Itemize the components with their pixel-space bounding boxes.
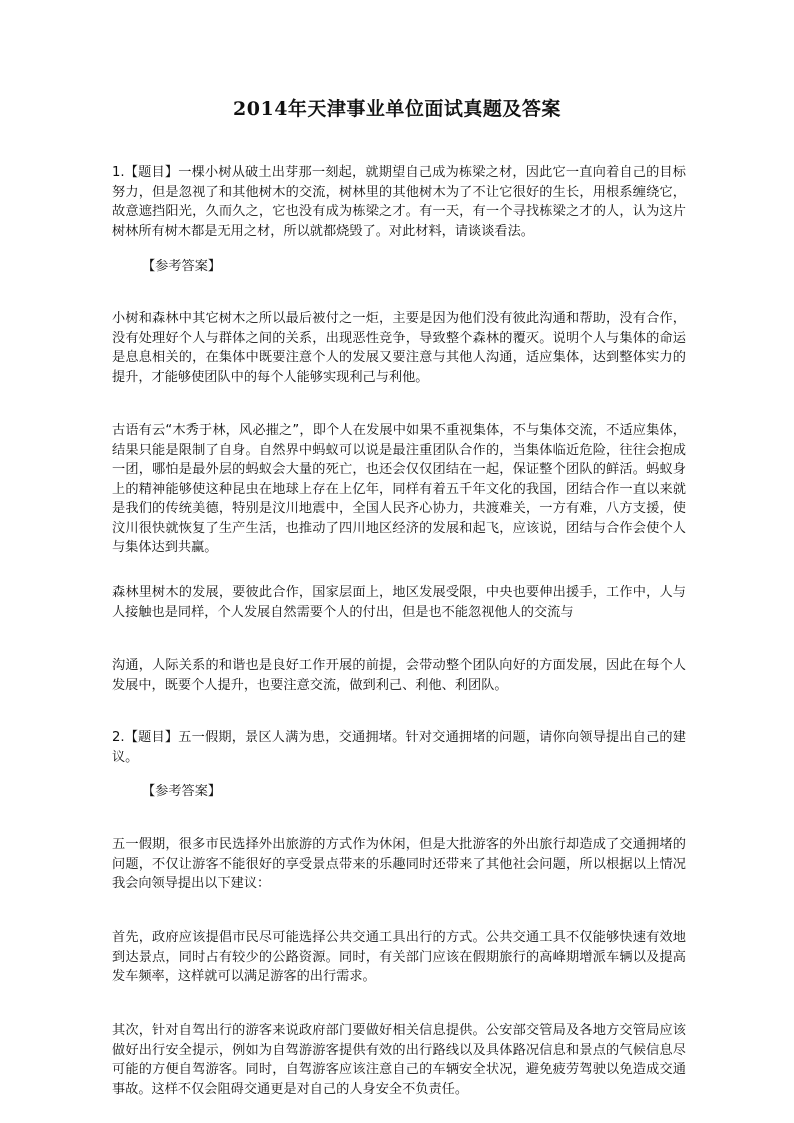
question-1-text: 1.【题目】一棵小树从破土出芽那一刻起，就期望自己成为栋梁之材，因此它一直向着自己的目标努力，但是忽视了和其他树木的交流，树林里的其他树木为了不让它很好的生长，用根系缠绕它，故意遮挡阳光，久而久之，它也没有成为栋梁之才。有一天，有一个寻找栋梁之才的人，认为这片树林所有树木都是无用之材，所以就都烧毁了。对此材料，请谈谈看法。 [112,165,686,239]
question-1-answer-paragraph-2: 古语有云“木秀于林，风必摧之”，即个人在发展中如果不重视集体，不与集体交流，不适应集体，结果只能是限制了自身。自然界中蚂蚁可以说是最注重团队合作的，当集体临近危险，往往会抱成一团，哪怕是最外层的蚂蚁会大量的死亡，也还会仅仅团结在一起，保证整个团队的鲜活。蚂蚁身上的精神能够使这种昆虫在地球上存在上亿年，同样有着五千年文化的我国，团结合作一直以来就是我们的传统美德，特别是汶川地震中，全国人民齐心协力，共渡难关，一方有难，八方支援，使汶川很快就恢复了生产生活，也推动了四川地区经济的发展和起飞，应该说，团结与合作会使个人与集体达到共赢。 [112,423,686,555]
document-title: 2014年天津事业单位面试真题及答案 [233,98,561,120]
question-2-answer-paragraph-3: 其次，针对自驾出行的游客来说政府部门要做好相关信息提供。公安部交管局及各地方交管局应该做好出行安全提示，例如为自驾游游客提供有效的出行路线以及具体路况信息和景点的气候信息尽可能的方便自驾游客。同时，自驾游客应该注意自己的车辆安全状况，避免疲劳驾驶以免造成交通事故。这样不仅会阻碍交通更是对自己的人身安全不负责任。 [112,1023,686,1097]
question-1-answer-label: 【参考答案】 [142,259,222,274]
question-2-answer-paragraph-1: 五一假期，很多市民选择外出旅游的方式作为休闲，但是大批游客的外出旅行却造成了交通拥堵的问题，不仅让游客不能很好的享受景点带来的乐趣同时还带来了其他社会问题，所以根据以上情况我会向领导提出以下建议： [112,837,686,891]
question-1-answer-paragraph-4: 沟通，人际关系的和谐也是良好工作开展的前提，会带动整个团队向好的方面发展，因此在每个人发展中，既要个人提升，也要注意交流，做到利己、利他、利团队。 [112,658,686,693]
question-2-answer-paragraph-2: 首先，政府应该提倡市民尽可能选择公共交通工具出行的方式。公共交通工具不仅能够快速有效地到达景点，同时占有较少的公路资源。同时，有关部门应该在假期旅行的高峰期增派车辆以及提高发车频率，这样就可以满足游客的出行需求。 [112,930,686,984]
question-1-answer-paragraph-3: 森林里树木的发展，要彼此合作，国家层面上，地区发展受限，中央也要伸出援手，工作中，人与人接触也是同样，个人发展自然需要个人的付出，但是也不能忽视他人的交流与 [112,585,686,620]
question-2-answer-label: 【参考答案】 [142,784,222,799]
question-2-text: 2.【题目】五一假期，景区人满为患，交通拥堵。针对交通拥堵的问题，请你向领导提出自己的建议。 [112,730,686,765]
question-1-answer-paragraph-1: 小树和森林中其它树木之所以最后被付之一炬，主要是因为他们没有彼此沟通和帮助，没有合作，没有处理好个人与群体之间的关系，出现恶性竞争，导致整个森林的覆灭。说明个人与集体的命运是息息相关的，在集体中既要注意个人的发展又要注意与其他人沟通，适应集体，达到整体实力的提升，才能够使团队中的每个人能够实现利己与利他。 [112,311,686,385]
